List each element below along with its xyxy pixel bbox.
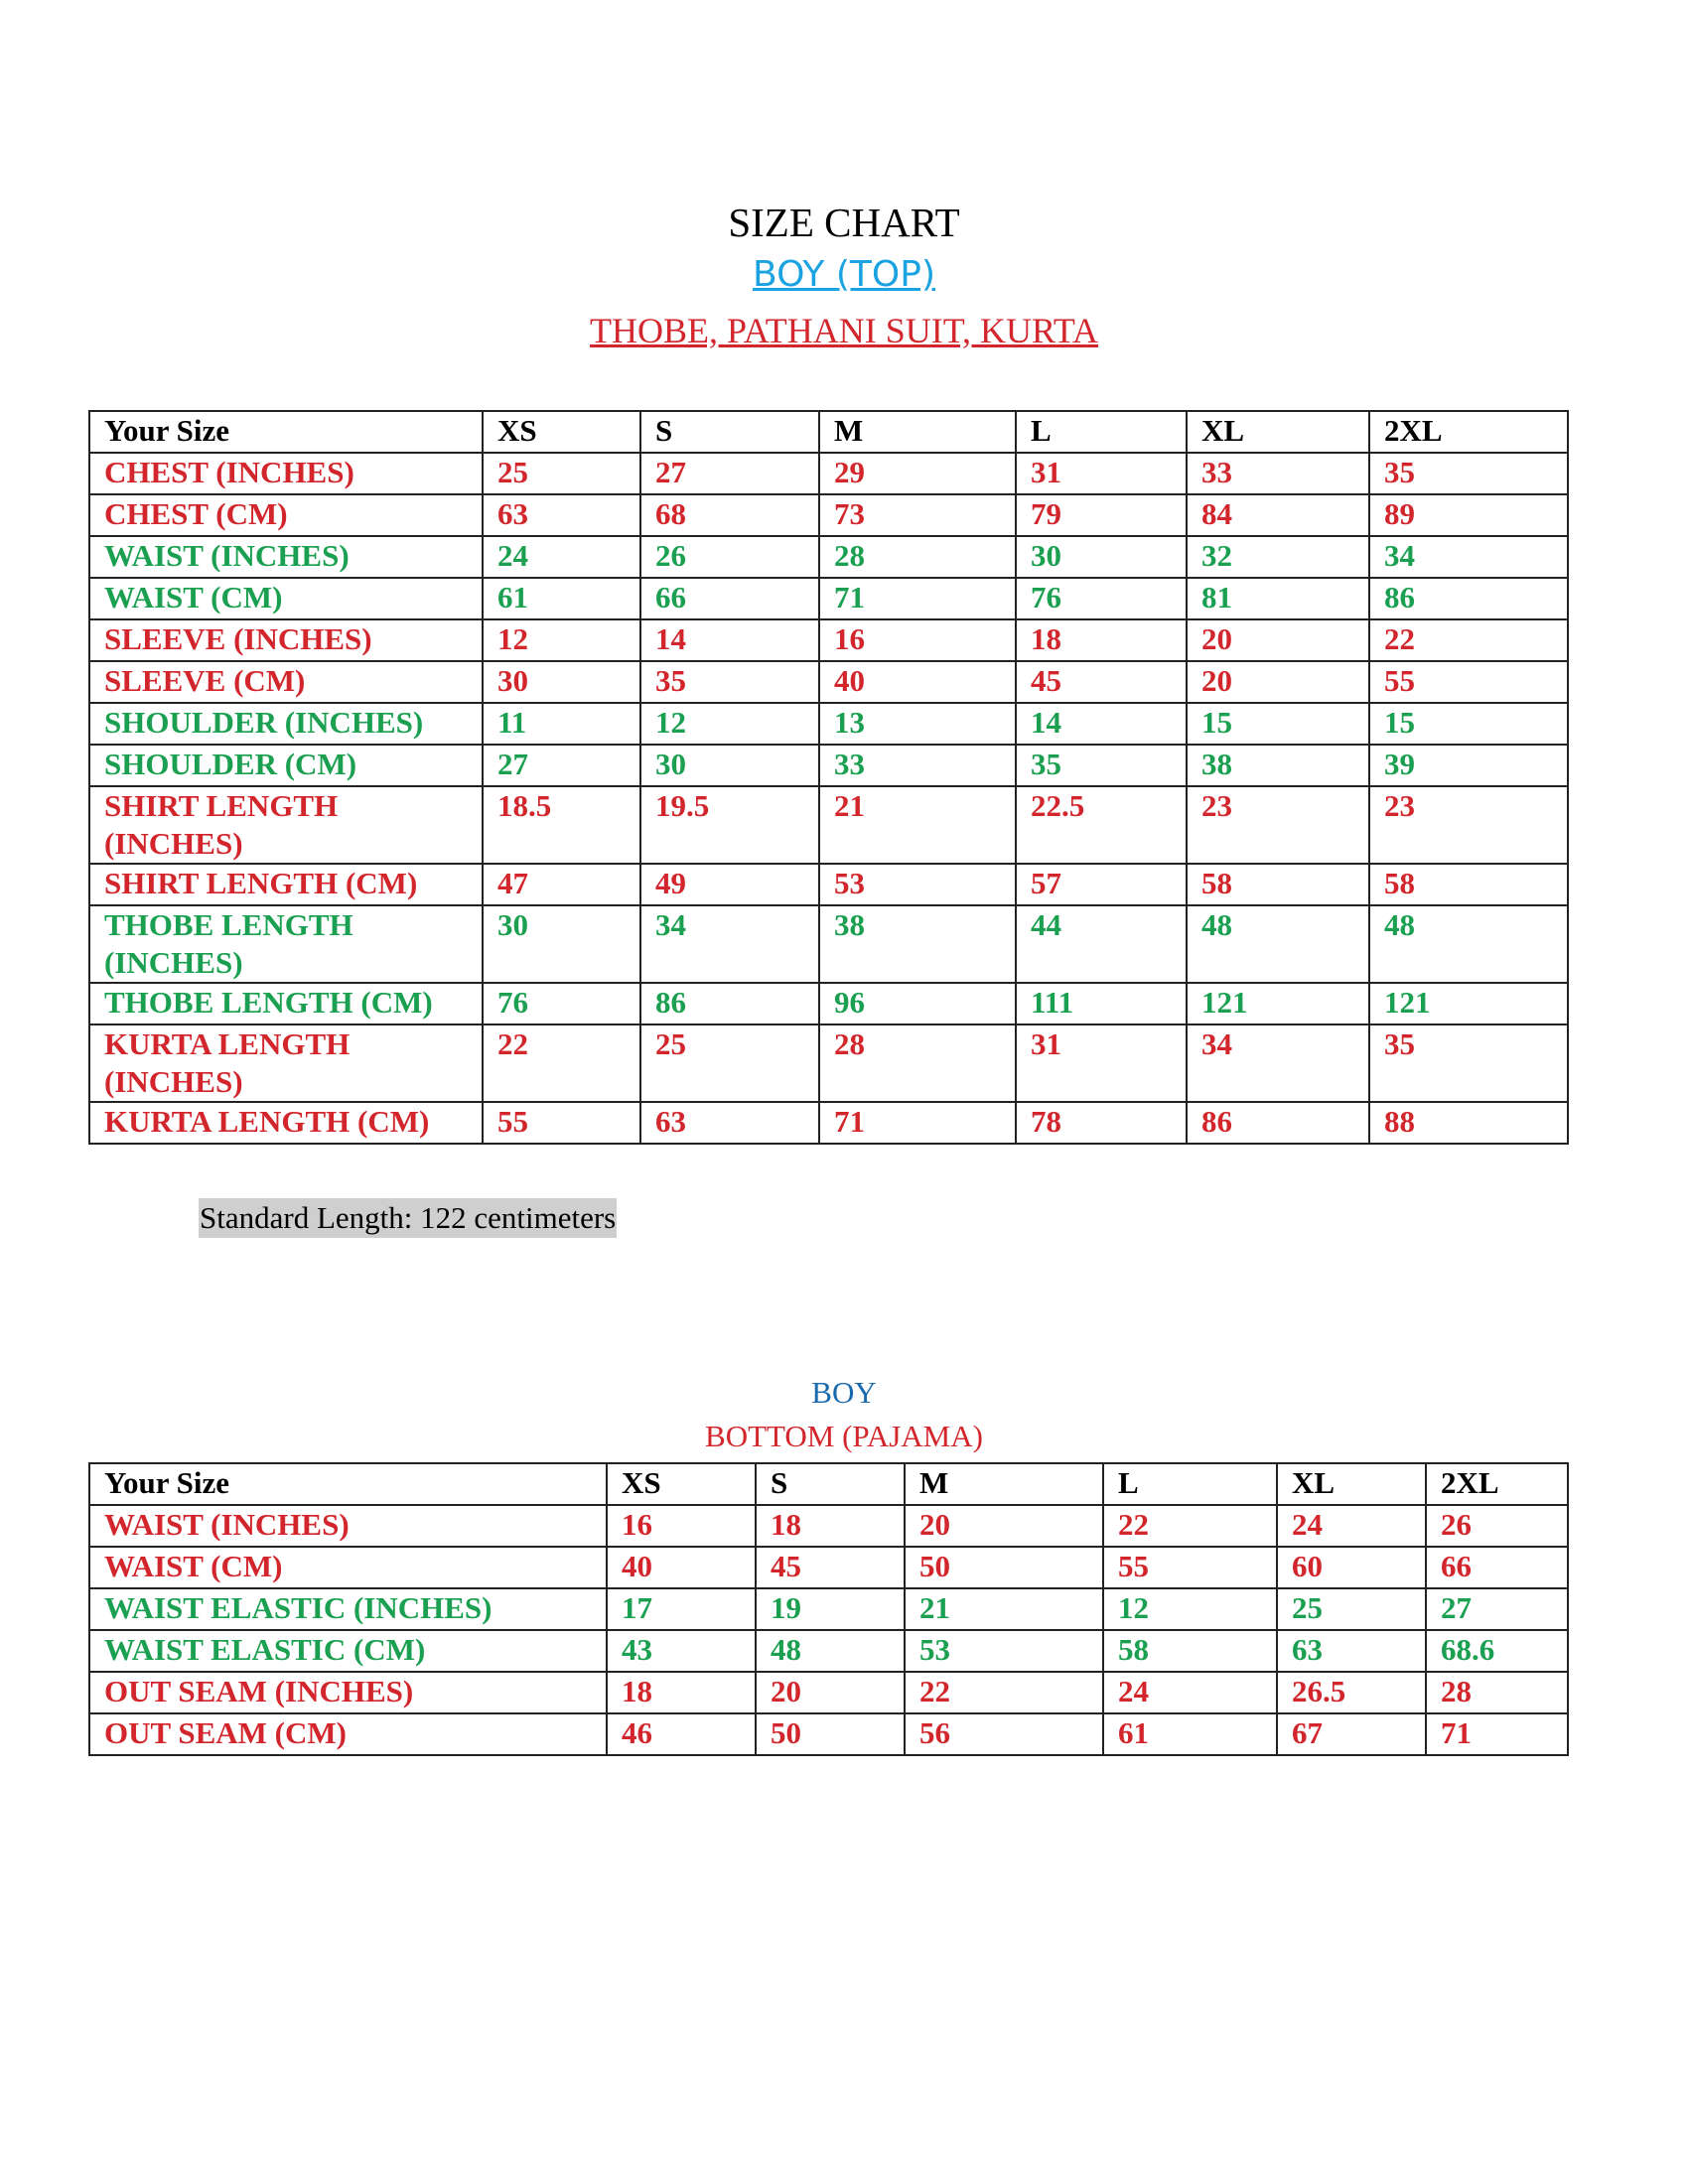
measurement-value: 89 xyxy=(1369,494,1568,536)
measurement-value: 86 xyxy=(640,983,819,1024)
measurement-value: 66 xyxy=(1426,1547,1568,1588)
measurement-value: 28 xyxy=(819,536,1016,578)
measurement-label: SHOULDER (INCHES) xyxy=(89,703,483,745)
measurement-value: 20 xyxy=(1187,661,1369,703)
measurement-value: 18 xyxy=(607,1672,756,1713)
measurement-value: 14 xyxy=(640,619,819,661)
header-size-xs: XS xyxy=(483,411,640,453)
measurement-value: 22.5 xyxy=(1016,786,1187,864)
table-row xyxy=(89,983,1568,1024)
table-row xyxy=(89,703,1568,745)
measurement-value: 53 xyxy=(819,864,1016,905)
measurement-value: 61 xyxy=(1103,1713,1277,1755)
measurement-value: 20 xyxy=(756,1672,905,1713)
measurement-value: 35 xyxy=(1016,745,1187,786)
measurement-value: 35 xyxy=(1369,1024,1568,1102)
measurement-value: 20 xyxy=(905,1505,1103,1547)
measurement-value: 39 xyxy=(1369,745,1568,786)
table-row xyxy=(89,536,1568,578)
header-size-xs: XS xyxy=(607,1463,756,1505)
measurement-value: 16 xyxy=(607,1505,756,1547)
measurement-value: 15 xyxy=(1187,703,1369,745)
measurement-value: 22 xyxy=(1369,619,1568,661)
measurement-value: 76 xyxy=(1016,578,1187,619)
header-your-size: Your Size xyxy=(89,411,483,453)
table-row xyxy=(89,1630,1568,1672)
measurement-value: 25 xyxy=(1277,1588,1426,1630)
measurement-value: 13 xyxy=(819,703,1016,745)
measurement-label: SLEEVE (INCHES) xyxy=(89,619,483,661)
measurement-value: 53 xyxy=(905,1630,1103,1672)
measurement-value: 66 xyxy=(640,578,819,619)
measurement-value: 27 xyxy=(1426,1588,1568,1630)
measurement-value: 18 xyxy=(756,1505,905,1547)
measurement-value: 71 xyxy=(819,1102,1016,1144)
measurement-value: 50 xyxy=(756,1713,905,1755)
measurement-value: 30 xyxy=(1016,536,1187,578)
measurement-value: 24 xyxy=(483,536,640,578)
measurement-value: 48 xyxy=(1187,905,1369,983)
measurement-value: 71 xyxy=(1426,1713,1568,1755)
boy-label: BOY xyxy=(811,1375,877,1410)
measurement-label: WAIST (CM) xyxy=(89,1547,607,1588)
table-row xyxy=(89,1713,1568,1755)
measurement-value: 71 xyxy=(819,578,1016,619)
measurement-value: 121 xyxy=(1369,983,1568,1024)
measurement-value: 57 xyxy=(1016,864,1187,905)
measurement-value: 60 xyxy=(1277,1547,1426,1588)
measurement-value: 38 xyxy=(1187,745,1369,786)
measurement-value: 45 xyxy=(756,1547,905,1588)
measurement-label: THOBE LENGTH (CM) xyxy=(89,983,483,1024)
table-row xyxy=(89,1024,1568,1102)
measurement-value: 46 xyxy=(607,1713,756,1755)
measurement-value: 19.5 xyxy=(640,786,819,864)
measurement-value: 25 xyxy=(483,453,640,494)
measurement-label: OUT SEAM (CM) xyxy=(89,1713,607,1755)
header-size-l: L xyxy=(1016,411,1187,453)
header-your-size: Your Size xyxy=(89,1463,607,1505)
measurement-label: WAIST ELASTIC (INCHES) xyxy=(89,1588,607,1630)
measurement-value: 30 xyxy=(483,905,640,983)
measurement-value: 76 xyxy=(483,983,640,1024)
measurement-value: 22 xyxy=(483,1024,640,1102)
measurement-value: 24 xyxy=(1277,1505,1426,1547)
measurement-value: 18.5 xyxy=(483,786,640,864)
measurement-value: 34 xyxy=(640,905,819,983)
measurement-value: 55 xyxy=(483,1102,640,1144)
measurement-value: 21 xyxy=(819,786,1016,864)
measurement-value: 35 xyxy=(640,661,819,703)
standard-length-note: Standard Length: 122 centimeters xyxy=(199,1198,617,1238)
measurement-label: SHIRT LENGTH (INCHES) xyxy=(89,786,483,864)
measurement-value: 26 xyxy=(640,536,819,578)
measurement-value: 27 xyxy=(640,453,819,494)
measurement-value: 23 xyxy=(1187,786,1369,864)
measurement-value: 29 xyxy=(819,453,1016,494)
table-row xyxy=(89,864,1568,905)
top-size-table xyxy=(88,410,1569,1145)
measurement-value: 23 xyxy=(1369,786,1568,864)
measurement-value: 22 xyxy=(905,1672,1103,1713)
measurement-value: 28 xyxy=(1426,1672,1568,1713)
measurement-label: CHEST (CM) xyxy=(89,494,483,536)
measurement-value: 27 xyxy=(483,745,640,786)
measurement-label: WAIST ELASTIC (CM) xyxy=(89,1630,607,1672)
measurement-value: 19 xyxy=(756,1588,905,1630)
measurement-value: 24 xyxy=(1103,1672,1277,1713)
measurement-value: 11 xyxy=(483,703,640,745)
measurement-value: 15 xyxy=(1369,703,1568,745)
measurement-value: 30 xyxy=(640,745,819,786)
measurement-value: 86 xyxy=(1369,578,1568,619)
measurement-value: 35 xyxy=(1369,453,1568,494)
measurement-value: 17 xyxy=(607,1588,756,1630)
measurement-value: 45 xyxy=(1016,661,1187,703)
table-row xyxy=(89,494,1568,536)
measurement-value: 14 xyxy=(1016,703,1187,745)
measurement-value: 33 xyxy=(819,745,1016,786)
header-size-xl: XL xyxy=(1187,411,1369,453)
measurement-value: 55 xyxy=(1103,1547,1277,1588)
page-title: SIZE CHART xyxy=(728,200,960,245)
measurement-value: 32 xyxy=(1187,536,1369,578)
measurement-value: 78 xyxy=(1016,1102,1187,1144)
measurement-value: 22 xyxy=(1103,1505,1277,1547)
measurement-value: 31 xyxy=(1016,1024,1187,1102)
measurement-value: 58 xyxy=(1103,1630,1277,1672)
measurement-value: 96 xyxy=(819,983,1016,1024)
measurement-value: 26.5 xyxy=(1277,1672,1426,1713)
measurement-value: 34 xyxy=(1187,1024,1369,1102)
measurement-value: 30 xyxy=(483,661,640,703)
measurement-value: 20 xyxy=(1187,619,1369,661)
measurement-value: 47 xyxy=(483,864,640,905)
header-size-l: L xyxy=(1103,1463,1277,1505)
table-row xyxy=(89,661,1568,703)
bottom-size-table xyxy=(88,1462,1569,1756)
table-row xyxy=(89,786,1568,864)
measurement-value: 48 xyxy=(1369,905,1568,983)
header-size-m: M xyxy=(819,411,1016,453)
measurement-label: KURTA LENGTH (CM) xyxy=(89,1102,483,1144)
header-size-m: M xyxy=(905,1463,1103,1505)
table-row xyxy=(89,578,1568,619)
measurement-value: 88 xyxy=(1369,1102,1568,1144)
measurement-value: 56 xyxy=(905,1713,1103,1755)
measurement-value: 44 xyxy=(1016,905,1187,983)
table-row xyxy=(89,1588,1568,1630)
measurement-label: SHOULDER (CM) xyxy=(89,745,483,786)
measurement-value: 38 xyxy=(819,905,1016,983)
measurement-value: 12 xyxy=(640,703,819,745)
boy-top-subtitle[interactable]: BOY (TOP) xyxy=(753,254,935,295)
measurement-label: THOBE LENGTH (INCHES) xyxy=(89,905,483,983)
table-header-row xyxy=(89,1463,1568,1505)
measurement-value: 68 xyxy=(640,494,819,536)
measurement-value: 50 xyxy=(905,1547,1103,1588)
measurement-value: 33 xyxy=(1187,453,1369,494)
table-header-row xyxy=(89,411,1568,453)
measurement-value: 49 xyxy=(640,864,819,905)
measurement-value: 18 xyxy=(1016,619,1187,661)
measurement-value: 43 xyxy=(607,1630,756,1672)
garment-types: THOBE, PATHANI SUIT, KURTA xyxy=(590,311,1098,350)
measurement-value: 16 xyxy=(819,619,1016,661)
measurement-label: SHIRT LENGTH (CM) xyxy=(89,864,483,905)
measurement-value: 12 xyxy=(1103,1588,1277,1630)
table-row xyxy=(89,619,1568,661)
measurement-value: 58 xyxy=(1187,864,1369,905)
measurement-value: 28 xyxy=(819,1024,1016,1102)
measurement-value: 121 xyxy=(1187,983,1369,1024)
measurement-value: 34 xyxy=(1369,536,1568,578)
measurement-value: 73 xyxy=(819,494,1016,536)
measurement-value: 58 xyxy=(1369,864,1568,905)
measurement-label: SLEEVE (CM) xyxy=(89,661,483,703)
header-size-2xl: 2XL xyxy=(1426,1463,1568,1505)
measurement-value: 12 xyxy=(483,619,640,661)
measurement-label: OUT SEAM (INCHES) xyxy=(89,1672,607,1713)
measurement-value: 40 xyxy=(819,661,1016,703)
measurement-label: WAIST (INCHES) xyxy=(89,536,483,578)
measurement-value: 63 xyxy=(1277,1630,1426,1672)
bottom-pajama-title: BOTTOM (PAJAMA) xyxy=(705,1419,983,1453)
measurement-value: 25 xyxy=(640,1024,819,1102)
measurement-value: 55 xyxy=(1369,661,1568,703)
measurement-value: 26 xyxy=(1426,1505,1568,1547)
measurement-label: KURTA LENGTH (INCHES) xyxy=(89,1024,483,1102)
measurement-label: WAIST (INCHES) xyxy=(89,1505,607,1547)
measurement-label: CHEST (INCHES) xyxy=(89,453,483,494)
measurement-value: 31 xyxy=(1016,453,1187,494)
measurement-value: 63 xyxy=(640,1102,819,1144)
measurement-value: 68.6 xyxy=(1426,1630,1568,1672)
measurement-value: 79 xyxy=(1016,494,1187,536)
measurement-value: 48 xyxy=(756,1630,905,1672)
measurement-value: 61 xyxy=(483,578,640,619)
header-size-xl: XL xyxy=(1277,1463,1426,1505)
table-row xyxy=(89,745,1568,786)
table-row xyxy=(89,453,1568,494)
header-size-s: S xyxy=(640,411,819,453)
measurement-value: 63 xyxy=(483,494,640,536)
measurement-value: 86 xyxy=(1187,1102,1369,1144)
measurement-value: 111 xyxy=(1016,983,1187,1024)
measurement-value: 81 xyxy=(1187,578,1369,619)
table-row xyxy=(89,1505,1568,1547)
table-row xyxy=(89,1672,1568,1713)
table-row xyxy=(89,1102,1568,1144)
table-row xyxy=(89,1547,1568,1588)
measurement-label: WAIST (CM) xyxy=(89,578,483,619)
measurement-value: 84 xyxy=(1187,494,1369,536)
header-size-2xl: 2XL xyxy=(1369,411,1568,453)
table-row xyxy=(89,905,1568,983)
measurement-value: 67 xyxy=(1277,1713,1426,1755)
measurement-value: 21 xyxy=(905,1588,1103,1630)
measurement-value: 40 xyxy=(607,1547,756,1588)
header-size-s: S xyxy=(756,1463,905,1505)
